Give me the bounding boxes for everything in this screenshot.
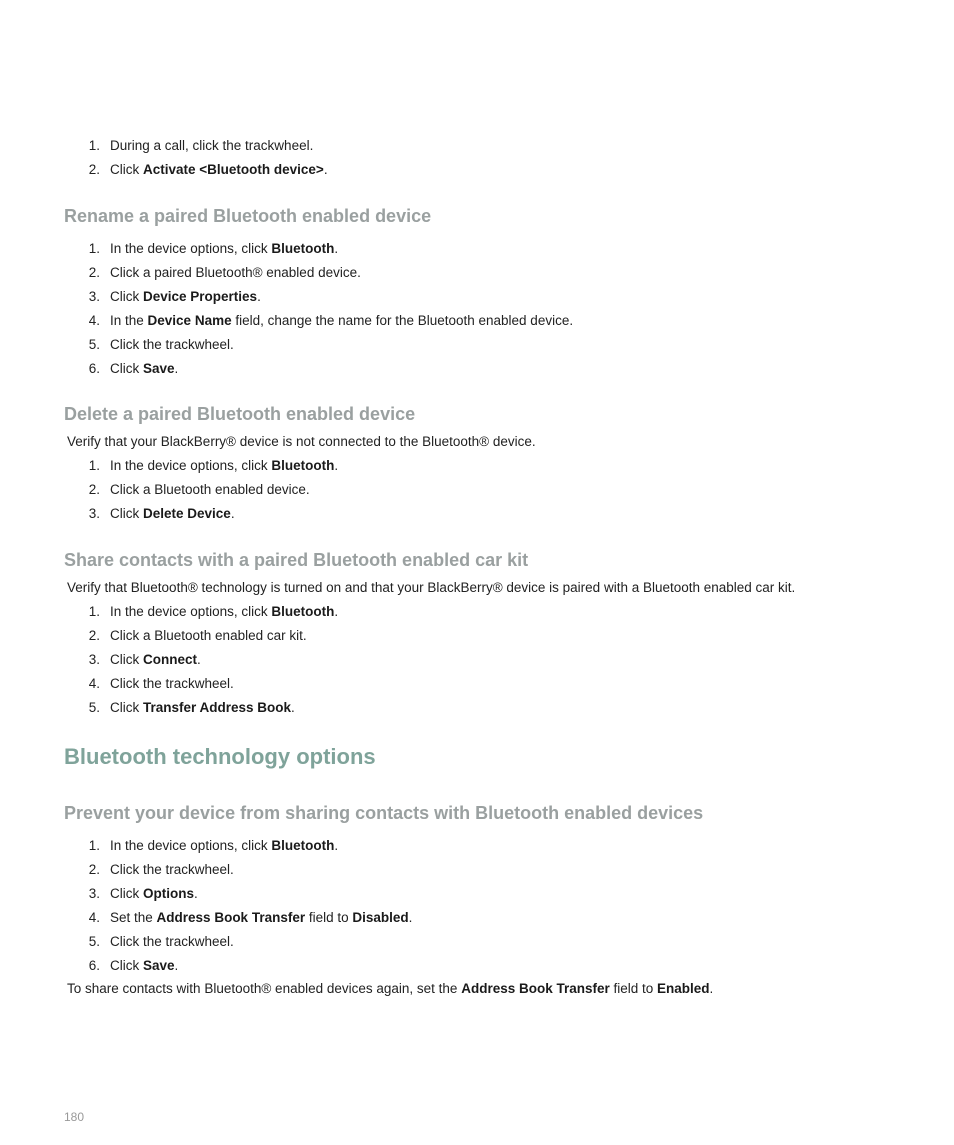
step-content [110,696,295,720]
ui-term: Bluetooth [271,241,335,256]
rename-heading: Rename a paired Bluetooth enabled device [64,206,432,226]
step-content [110,930,234,954]
step-content [110,648,201,672]
step-content [110,834,338,858]
step-text: In the device options, click [110,838,272,853]
step-text: Click [110,361,143,376]
step-number: 3. [88,289,100,304]
step-text: . [174,361,179,376]
step-text: During a call, click the trackwheel. [110,138,314,153]
step-number: 5. [88,700,100,715]
step-text: Click a paired Bluetooth® enabled device. [110,265,361,280]
ui-term: Address Book Transfer [461,981,610,996]
ui-term: Bluetooth [271,604,335,619]
step-number: 3. [88,506,100,521]
step-number: 1. [88,241,100,256]
step-text: Click a Bluetooth enabled car kit. [110,628,307,643]
step-text: Click the trackwheel. [110,862,234,877]
step-text: Set the [110,910,157,925]
step-content [110,357,178,381]
step-number: 5. [88,934,100,949]
delete-prerequisite-note: Verify that your BlackBerry® device is not connected to the Bluetooth® device. [67,434,536,449]
ui-term: Save [143,958,175,973]
step-number: 2. [88,162,100,177]
step-text: Click [110,162,143,177]
step-text: . [174,958,179,973]
step-number: 2. [88,628,100,643]
prevent-footer-note [67,979,713,999]
step-number: 1. [88,604,100,619]
ui-term: Save [143,361,175,376]
ui-term: Bluetooth [271,838,335,853]
step-text: . [334,458,339,473]
step-number: 6. [88,958,100,973]
step-text: Click the trackwheel. [110,337,234,352]
step-text: field to [305,910,353,925]
step-text: In the [110,313,148,328]
step-text: Click [110,958,143,973]
share-prerequisite-note: Verify that Bluetooth® technology is turned on and that your BlackBerry® device is paired with a Bluetooth enabled car kit. [67,580,796,595]
step-text: field to [609,981,658,996]
delete-heading: Delete a paired Bluetooth enabled device [64,404,416,424]
step-content [110,261,361,285]
step-content [110,858,234,882]
ui-term: Device Properties [143,289,258,304]
ui-term: Bluetooth [271,458,335,473]
step-text: Click [110,700,143,715]
step-number: 5. [88,337,100,352]
step-text: Click a Bluetooth enabled device. [110,482,310,497]
step-text: Click [110,886,143,901]
step-number: 2. [88,862,100,877]
step-text: . [334,604,339,619]
step-number: 3. [88,886,100,901]
step-text: . [334,241,339,256]
share-heading: Share contacts with a paired Bluetooth enabled car kit [64,550,529,570]
step-content [110,672,234,696]
step-content [110,624,307,648]
step-text: . [709,981,714,996]
ui-term: Activate <Bluetooth device> [143,162,324,177]
step-text: . [408,910,413,925]
step-text: Click the trackwheel. [110,934,234,949]
step-content [110,954,178,978]
step-content [110,158,328,182]
step-number: 4. [88,676,100,691]
page-number: 180 [64,1110,85,1124]
step-number: 1. [88,458,100,473]
step-number: 6. [88,361,100,376]
step-number: 1. [88,138,100,153]
step-number: 2. [88,482,100,497]
ui-term: Transfer Address Book [143,700,292,715]
step-text: In the device options, click [110,458,272,473]
ui-term: Connect [143,652,197,667]
step-number: 3. [88,652,100,667]
step-text: In the device options, click [110,604,272,619]
step-text: . [230,506,235,521]
ui-term: Options [143,886,194,901]
ui-term: Enabled [657,981,710,996]
ui-term: Disabled [352,910,409,925]
step-content [110,285,261,309]
step-text: Click [110,652,143,667]
step-content [110,478,310,502]
step-text: . [291,700,295,715]
prevent-heading: Prevent your device from sharing contacts with Bluetooth enabled devices [64,803,704,823]
step-text: field, change the name for the Bluetooth enabled device. [231,313,574,328]
step-content [110,237,338,261]
step-text: . [194,886,198,901]
step-content [110,502,235,526]
step-number: 2. [88,265,100,280]
step-text: . [334,838,339,853]
step-text: Click [110,289,143,304]
step-content [110,882,198,906]
step-number: 4. [88,313,100,328]
step-text: In the device options, click [110,241,272,256]
step-content [110,333,234,357]
ui-term: Device Name [147,313,232,328]
step-content [110,600,338,624]
step-content [110,309,573,333]
step-content [110,454,338,478]
chapter-title: Bluetooth technology options [64,744,376,769]
step-content [110,134,313,158]
step-number: 4. [88,910,100,925]
step-number: 1. [88,838,100,853]
ui-term: Address Book Transfer [156,910,306,925]
ui-term: Delete Device [143,506,231,521]
step-text: . [197,652,201,667]
step-text: . [323,162,328,177]
step-text: To share contacts with Bluetooth® enabled devices again, set the [67,981,462,996]
step-text: Click the trackwheel. [110,676,234,691]
step-text: . [257,289,261,304]
step-text: Click [110,506,143,521]
step-content [110,906,412,930]
